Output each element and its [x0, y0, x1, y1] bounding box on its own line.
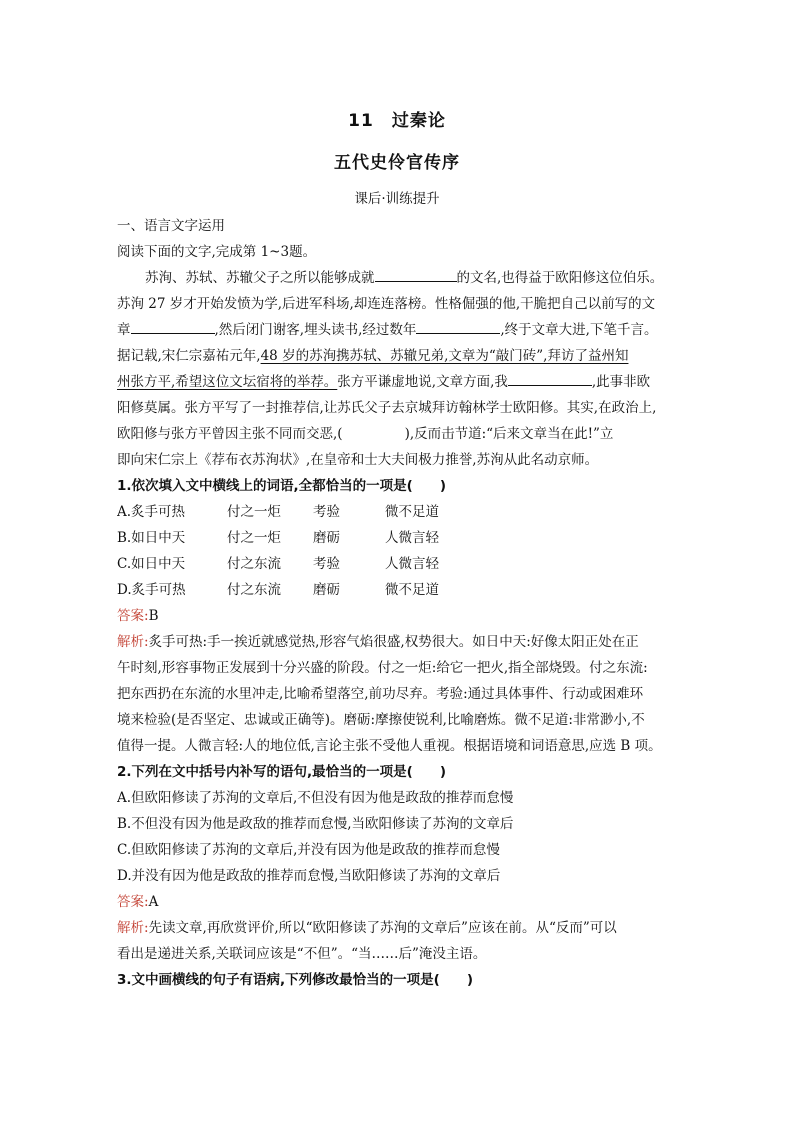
lesson-title: 11 过秦论: [348, 111, 446, 131]
underlined-sentence: 州张方平,希望这位文坛宿将的举荐。: [117, 374, 338, 390]
passage-line: 苏洵 27 岁才开始发愤为学,后进军科场,却连连落榜。性格倔强的他,干脆把自己以前写的文: [117, 296, 656, 312]
q1-analysis-line: 把东西扔在东流的水里冲走,比喻希望落空,前功尽弃。考验:通过具体事件、行动或困难环: [117, 686, 644, 702]
q2-analysis-line: 解析:先读文章,再欣赏评价,所以“欧阳修读了苏洵的文章后”应该在前。从“反而”可以: [117, 920, 617, 936]
q2-analysis-line: 看出是递进关系,关联词应该是“不但”。“当……后”淹没主语。: [117, 946, 487, 962]
answer-value: A: [148, 894, 159, 910]
question-1-stem: 1.依次填入文中横线上的词语,全都恰当的一项是( ): [117, 478, 446, 494]
passage-line: 章 ,然后闭门谢客,埋头读书,经过数年 ,终于文章大进,下笔千言。: [117, 317, 677, 343]
lesson-subtitle-title: 五代史伶官传序: [334, 153, 460, 173]
answer-value: B: [148, 608, 159, 624]
q1-option-a: A.炙手可热 付之一炬 考验 微不足道: [117, 504, 439, 520]
passage-line: 阳修莫属。张方平写了一封推荐信,让苏氏父子去京城拜访翰林学士欧阳修。其实,在政治上,: [117, 400, 657, 416]
fill-blank: [508, 370, 592, 386]
q2-option-c: C.但欧阳修读了苏洵的文章后,并没有因为他是政敌的推荐而怠慢: [117, 842, 500, 858]
content: [117, 213, 677, 993]
answer-label: 答案:: [117, 894, 149, 910]
part-heading: 一、语言文字运用: [117, 218, 225, 234]
q1-analysis-line: 境来检验(是否坚定、忠诚或正确等)。磨砺:摩擦使锐利,比喻磨炼。微不足道:非常渺小,不: [117, 712, 645, 728]
question-3-stem: 3.文中画横线的句子有语病,下列修改最恰当的一项是( ): [117, 972, 473, 988]
q1-analysis-line: 解析:炙手可热:手一挨近就感觉热,形容气焰很盛,权势很大。如日中天:好像太阳正处在正: [117, 634, 639, 650]
answer-label: 答案:: [117, 608, 149, 624]
analysis-label: 解析:: [117, 920, 149, 936]
analysis-label: 解析:: [117, 634, 149, 650]
passage-line: 据记载,宋仁宗嘉祐元年,48 岁的苏洵携苏轼、苏辙兄弟,文章为“敲门砖”,拜访了益州知: [117, 348, 629, 364]
q1-option-d: D.炙手可热 付之东流 磨砺 微不足道: [117, 582, 439, 598]
q1-option-b: B.如日中天 付之一炬 磨砺 人微言轻: [117, 530, 439, 546]
passage-line: 苏洵、苏轼、苏辙父子之所以能够成就 的文名,也得益于欧阳修这位伯乐。: [117, 265, 677, 291]
q1-analysis-line: 午时刻,形容事物正发展到十分兴盛的阶段。付之一炬:给它一把火,指全部烧毁。付之东流:: [117, 660, 648, 676]
underlined-sentence: 48 岁的苏洵携苏轼、苏辙兄弟,文章为“敲门砖”,拜访了益州知: [260, 348, 629, 364]
question-2-stem: 2.下列在文中括号内补写的语句,最恰当的一项是( ): [117, 764, 446, 780]
fill-blank: [416, 318, 500, 334]
fill-blank: [131, 318, 215, 334]
passage-line: 即向宋仁宗上《荐布衣苏洵状》,在皇帝和士大夫间极力推誉,苏洵从此名动京师。: [117, 452, 599, 468]
reading-passage: [117, 265, 677, 473]
section-label: 课后·训练提升: [354, 191, 440, 207]
q1-analysis-line: 值得一提。人微言轻:人的地位低,言论主张不受他人重视。根据语境和词语意思,应选 B 项。: [117, 738, 662, 754]
q2-option-a: A.但欧阳修读了苏洵的文章后,不但没有因为他是政敌的推荐而怠慢: [117, 790, 514, 806]
passage-line: 欧阳修与张方平曾因主张不同而交恶,( ),反而击节道:“后来文章当在此!”立: [117, 426, 614, 442]
passage-line: 州张方平,希望这位文坛宿将的举荐。张方平谦虚地说,文章方面,我 ,此事非欧: [117, 369, 677, 395]
reading-intro: 阅读下面的文字,完成第 1~3题。: [117, 244, 317, 260]
q1-answer: [117, 603, 677, 629]
q2-option-d: D.并没有因为他是政敌的推荐而怠慢,当欧阳修读了苏洵的文章后: [117, 868, 501, 884]
fill-blank: [375, 266, 457, 282]
q2-option-b: B.不但没有因为他是政敌的推荐而怠慢,当欧阳修读了苏洵的文章后: [117, 816, 514, 832]
q1-option-c: C.如日中天 付之东流 考验 人微言轻: [117, 556, 439, 572]
q2-answer: [117, 889, 677, 915]
